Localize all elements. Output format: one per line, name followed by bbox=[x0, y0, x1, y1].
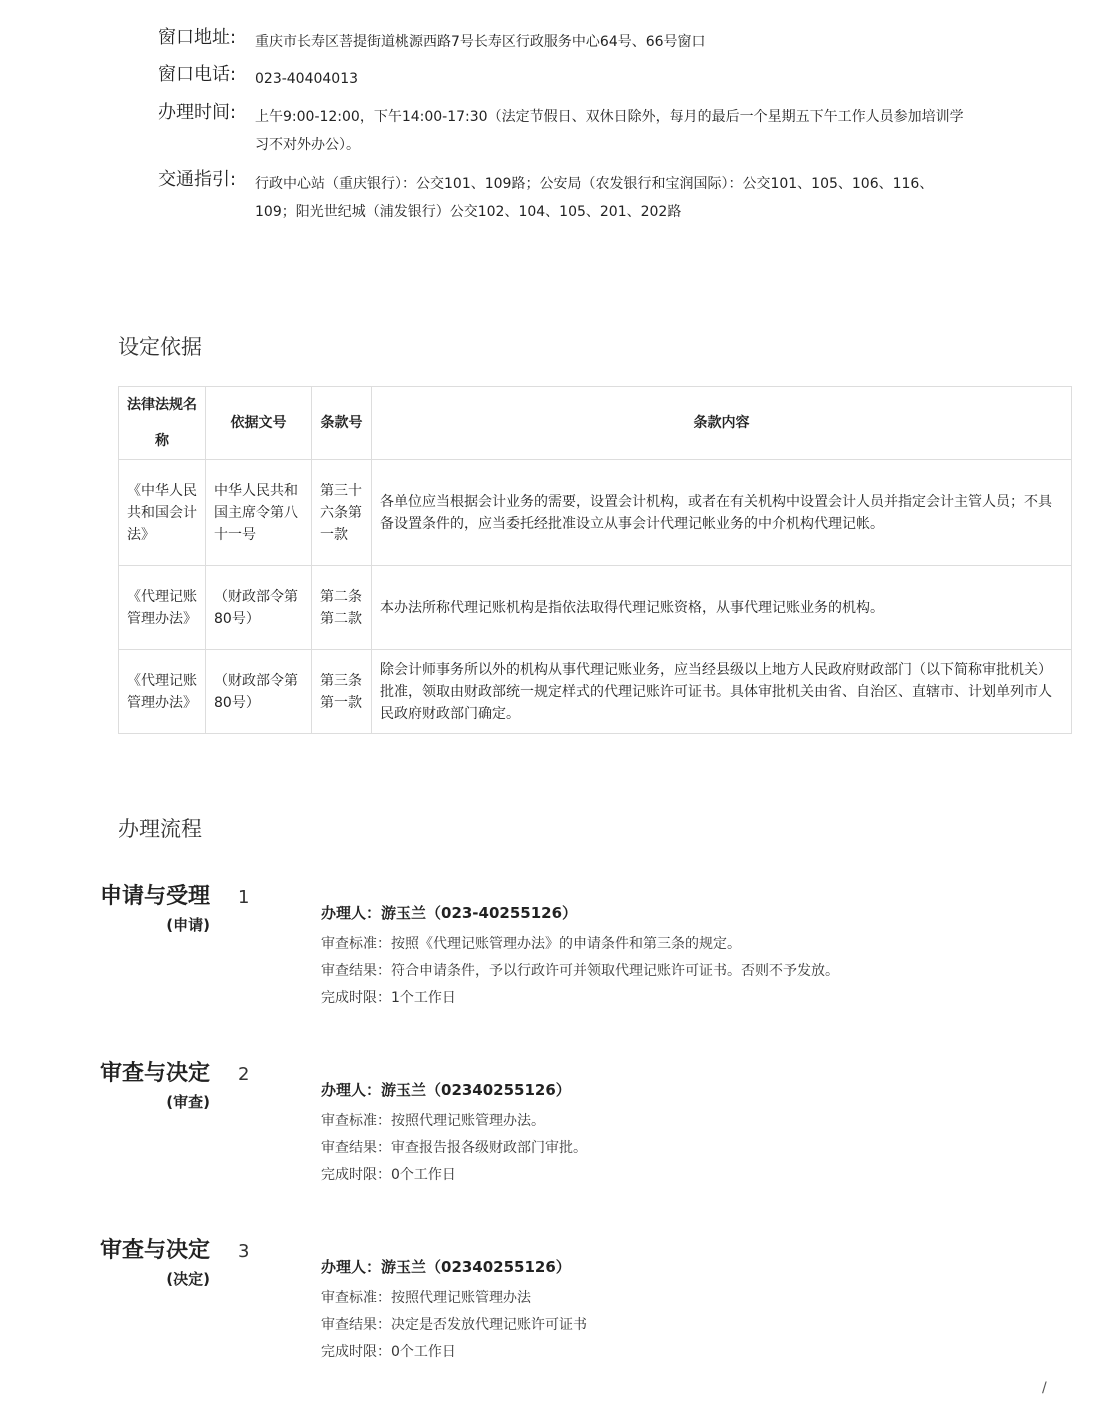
basis-section-title: 设定依据 bbox=[118, 335, 202, 359]
traffic-value: 行政中心站（重庆银行）：公交101、109路；公安局（农发银行和宝润国际）：公交101、105、106、116、109；阳光世纪城（浦发银行）公交102、104、105、201、202路 bbox=[255, 176, 934, 220]
step-result: 审查结果：符合申请条件，予以行政许可并领取代理记账许可证书。否则不予发放。 bbox=[321, 963, 839, 979]
table-row bbox=[119, 650, 1072, 734]
step-subtitle: (决定) bbox=[166, 1270, 210, 1288]
step-number: 1 bbox=[238, 887, 250, 908]
step-number: 2 bbox=[238, 1064, 250, 1085]
step-deadline: 完成时限：1个工作日 bbox=[321, 990, 456, 1006]
table-row bbox=[119, 460, 1072, 566]
cell-clause-no: 第三十六条第一款 bbox=[312, 460, 372, 566]
cell-law-name: 《代理记账管理办法》 bbox=[119, 650, 206, 734]
step-standard: 审查标准：按照代理记账管理办法 bbox=[321, 1290, 531, 1306]
page-footer-mark: / bbox=[1042, 1380, 1047, 1396]
step-handler: 办理人：游玉兰（02340255126） bbox=[321, 1258, 571, 1276]
step-standard: 审查标准：按照代理记账管理办法。 bbox=[321, 1113, 545, 1129]
header-law-name: 法律法规名称 bbox=[119, 387, 206, 460]
table-row bbox=[119, 566, 1072, 650]
cell-clause-content: 各单位应当根据会计业务的需要，设置会计机构，或者在有关机构中设置会计人员并指定会计主管人员；不具备设置条件的，应当委托经批准设立从事会计代理记帐业务的中介机构代理记帐。 bbox=[372, 460, 1072, 566]
cell-doc-no: （财政部令第80号） bbox=[206, 566, 312, 650]
traffic-label: 交通指引: bbox=[158, 169, 237, 190]
process-step bbox=[0, 882, 1103, 1032]
address-value: 重庆市长寿区菩提街道桃源西路7号长寿区行政服务中心64号、66号窗口 bbox=[255, 34, 706, 50]
step-number: 3 bbox=[238, 1241, 250, 1262]
table-header-row bbox=[119, 387, 1072, 460]
cell-clause-content: 本办法所称代理记账机构是指依法取得代理记账资格，从事代理记账业务的机构。 bbox=[372, 566, 1072, 650]
process-section-title: 办理流程 bbox=[118, 817, 202, 841]
hours-value: 上午9:00-12:00，下午14:00-17:30（法定节假日、双休日除外，每月的最后一个星期五下午工作人员参加培训学习不对外办公）。 bbox=[255, 109, 964, 153]
process-step bbox=[0, 1059, 1103, 1209]
cell-doc-no: （财政部令第80号） bbox=[206, 650, 312, 734]
cell-clause-no: 第二条第二款 bbox=[312, 566, 372, 650]
cell-clause-content: 除会计师事务所以外的机构从事代理记账业务，应当经县级以上地方人民政府财政部门（以下简称审批机关）批准，领取由财政部统一规定样式的代理记账许可证书。具体审批机关由省、自治区、直辖市、计划单列市人民政府财政部门确定。 bbox=[372, 650, 1072, 734]
step-result: 审查结果：审查报告报各级财政部门审批。 bbox=[321, 1140, 587, 1156]
step-deadline: 完成时限：0个工作日 bbox=[321, 1344, 456, 1360]
phone-value: 023-40404013 bbox=[255, 71, 359, 87]
step-name: 审查与决定 bbox=[99, 1238, 210, 1263]
step-handler: 办理人：游玉兰（023-40255126） bbox=[321, 904, 578, 922]
header-clause-content: 条款内容 bbox=[372, 387, 1072, 460]
header-clause-no: 条款号 bbox=[312, 387, 372, 460]
phone-label: 窗口电话: bbox=[158, 64, 237, 85]
step-deadline: 完成时限：0个工作日 bbox=[321, 1167, 456, 1183]
basis-table bbox=[118, 386, 1072, 734]
cell-law-name: 《代理记账管理办法》 bbox=[119, 566, 206, 650]
cell-law-name: 《中华人民共和国会计法》 bbox=[119, 460, 206, 566]
step-handler: 办理人：游玉兰（02340255126） bbox=[321, 1081, 571, 1099]
header-doc-no: 依据文号 bbox=[206, 387, 312, 460]
step-name: 审查与决定 bbox=[99, 1061, 210, 1086]
step-result: 审查结果：决定是否发放代理记账许可证书 bbox=[321, 1317, 587, 1333]
step-standard: 审查标准：按照《代理记账管理办法》的申请条件和第三条的规定。 bbox=[321, 936, 741, 952]
process-step bbox=[0, 1236, 1103, 1386]
step-subtitle: (审查) bbox=[166, 1093, 210, 1111]
address-label: 窗口地址: bbox=[158, 27, 237, 48]
hours-label: 办理时间: bbox=[158, 102, 237, 123]
step-name: 申请与受理 bbox=[99, 884, 210, 909]
cell-doc-no: 中华人民共和国主席令第八十一号 bbox=[206, 460, 312, 566]
cell-clause-no: 第三条第一款 bbox=[312, 650, 372, 734]
step-subtitle: (申请) bbox=[166, 916, 210, 934]
